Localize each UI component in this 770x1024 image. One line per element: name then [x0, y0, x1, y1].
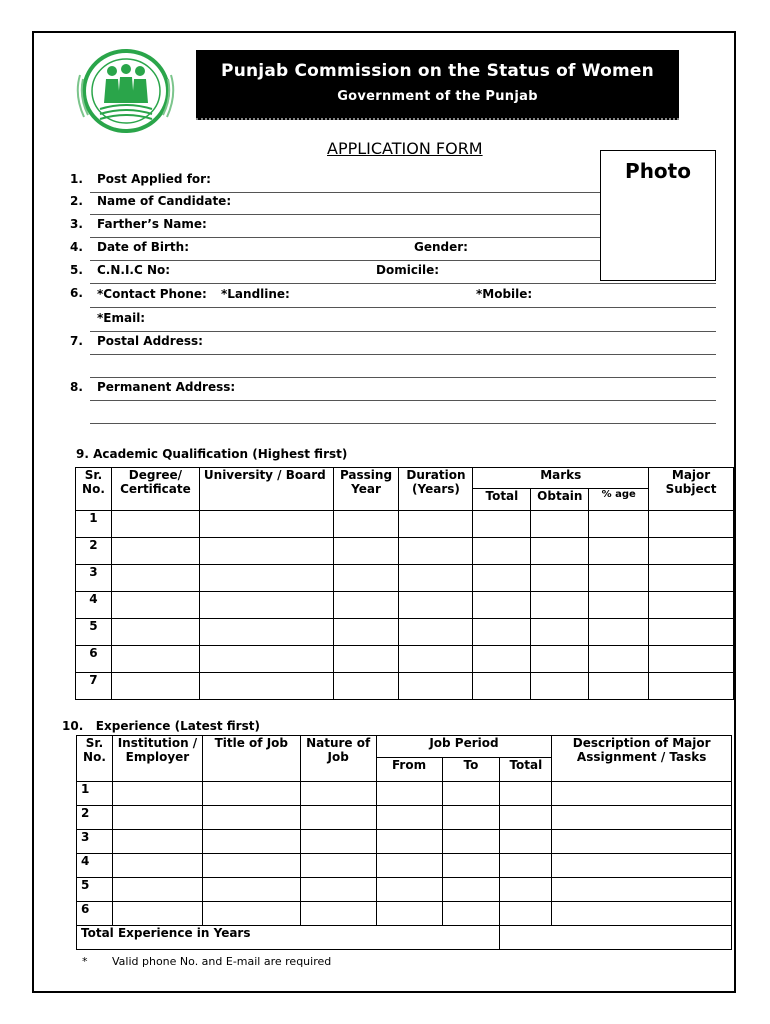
academic-header-total: Total — [473, 489, 531, 511]
row-number: 4 — [77, 854, 113, 878]
field-number-1: 1. — [70, 172, 83, 186]
academic-heading: 9. Academic Qualification (Highest first) — [76, 447, 348, 461]
mobile-label: *Mobile: — [476, 287, 533, 301]
field-number-3: 3. — [70, 217, 83, 231]
post-applied-label: Post Applied for: — [97, 172, 211, 186]
total-experience-label: Total Experience in Years — [77, 926, 500, 950]
commission-logo — [70, 45, 182, 137]
landline-label: *Landline: — [221, 287, 290, 301]
father-name-label: Farther’s Name: — [97, 217, 207, 231]
academic-header-major: Major Subject — [649, 468, 734, 511]
academic-header-degree: Degree/ Certificate — [111, 468, 199, 511]
row-number: 7 — [76, 673, 112, 700]
total-experience-value[interactable] — [500, 926, 732, 950]
table-row — [76, 592, 734, 619]
table-row — [77, 878, 732, 902]
postal-address-line-2[interactable] — [90, 377, 716, 378]
table-row — [76, 619, 734, 646]
academic-header-duration: Duration (Years) — [399, 468, 473, 511]
academic-table — [75, 467, 734, 700]
academic-header-passing: Passing Year — [333, 468, 399, 511]
row-number: 3 — [76, 565, 112, 592]
post-applied-line[interactable] — [90, 192, 600, 193]
experience-heading: 10. Experience (Latest first) — [62, 719, 260, 733]
academic-header-pct: % age — [589, 489, 649, 511]
experience-header-from: From — [376, 758, 442, 782]
row-number: 4 — [76, 592, 112, 619]
experience-table — [76, 735, 732, 950]
row-number: 1 — [76, 511, 112, 538]
academic-header-marks: Marks — [473, 468, 649, 489]
experience-header-nature: Nature of Job — [300, 736, 376, 782]
dob-gender-line[interactable] — [90, 260, 600, 261]
table-row — [76, 538, 734, 565]
field-number-6: 6. — [70, 286, 83, 300]
form-title: APPLICATION FORM — [327, 139, 483, 158]
permanent-address-label: Permanent Address: — [97, 380, 236, 394]
experience-header-desc: Description of Major Assignment / Tasks — [552, 736, 732, 782]
experience-header-title: Title of Job — [202, 736, 300, 782]
table-row — [76, 673, 734, 700]
cnic-label: C.N.I.C No: — [97, 263, 171, 277]
academic-header-university: University / Board — [199, 468, 333, 511]
photo-label: Photo — [625, 159, 691, 183]
dob-label: Date of Birth: — [97, 240, 190, 254]
row-number: 2 — [76, 538, 112, 565]
table-row — [77, 830, 732, 854]
academic-header-sr: Sr. No. — [76, 468, 112, 511]
field-number-7: 7. — [70, 334, 83, 348]
permanent-address-line-1[interactable] — [90, 400, 716, 401]
header-title: Punjab Commission on the Status of Women — [221, 61, 654, 81]
table-row — [77, 782, 732, 806]
domicile-label: Domicile: — [376, 263, 440, 277]
row-number: 1 — [77, 782, 113, 806]
field-number-4: 4. — [70, 240, 83, 254]
experience-header-period: Job Period — [376, 736, 552, 758]
postal-address-label: Postal Address: — [97, 334, 203, 348]
photo-box[interactable] — [600, 150, 716, 281]
header-banner — [196, 50, 679, 120]
field-number-2: 2. — [70, 194, 83, 208]
row-number: 5 — [77, 878, 113, 902]
row-number: 6 — [77, 902, 113, 926]
footnote-star: * — [82, 955, 88, 968]
row-number: 6 — [76, 646, 112, 673]
permanent-address-line-2[interactable] — [90, 423, 716, 424]
footnote-text: Valid phone No. and E-mail are required — [112, 955, 332, 968]
header-subtitle: Government of the Punjab — [337, 89, 538, 104]
row-number: 5 — [76, 619, 112, 646]
table-row — [76, 646, 734, 673]
table-row — [77, 902, 732, 926]
gender-label: Gender: — [414, 240, 468, 254]
experience-header-total: Total — [500, 758, 552, 782]
field-number-5: 5. — [70, 263, 83, 277]
father-name-line[interactable] — [90, 237, 600, 238]
experience-header-institution: Institution / Employer — [112, 736, 202, 782]
field-number-8: 8. — [70, 380, 83, 394]
table-row — [77, 806, 732, 830]
cnic-domicile-line[interactable] — [90, 283, 716, 284]
postal-address-line-1[interactable] — [90, 354, 716, 355]
table-row — [76, 565, 734, 592]
experience-header-sr: Sr. No. — [77, 736, 113, 782]
row-number: 2 — [77, 806, 113, 830]
email-label: *Email: — [97, 311, 146, 325]
academic-header-obtain: Obtain — [531, 489, 589, 511]
table-row — [76, 511, 734, 538]
row-number: 3 — [77, 830, 113, 854]
table-row — [77, 854, 732, 878]
candidate-name-label: Name of Candidate: — [97, 194, 232, 208]
contact-line[interactable] — [90, 307, 716, 308]
contact-phone-label: *Contact Phone: — [97, 287, 207, 301]
candidate-name-line[interactable] — [90, 214, 600, 215]
experience-header-to: To — [442, 758, 500, 782]
email-line[interactable] — [90, 331, 716, 332]
